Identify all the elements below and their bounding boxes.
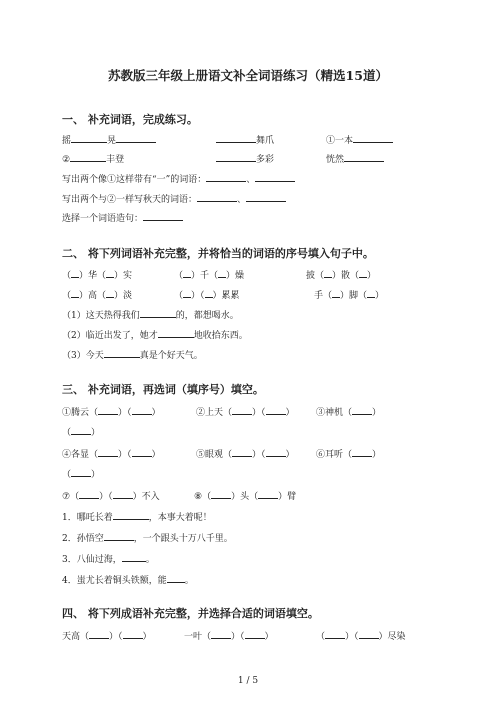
s3-row3 <box>62 489 160 503</box>
text: ①腾云（ <box>62 408 99 418</box>
text: 3．八仙过海， <box>62 555 122 565</box>
s1-row2-right <box>326 152 384 166</box>
s1-row1 <box>62 133 156 147</box>
s3-row3-right <box>194 489 296 503</box>
blank[interactable] <box>353 133 393 143</box>
text: 选择一个词语造句： <box>62 214 144 224</box>
text: （2）临近出发了，她才 <box>62 331 158 341</box>
text: ①一本 <box>326 136 354 146</box>
s2-row1-c <box>306 268 376 282</box>
s2-q3 <box>62 348 203 362</box>
s3-row1 <box>62 405 161 419</box>
blank[interactable] <box>211 489 231 499</box>
s2-q2 <box>62 328 248 342</box>
text: 的，都想喝水。 <box>175 311 239 321</box>
text: （ <box>316 632 326 642</box>
text: 摇 <box>62 136 72 146</box>
text: ） <box>285 408 295 418</box>
blank[interactable] <box>132 447 152 457</box>
s3-q3 <box>62 552 155 566</box>
blank[interactable] <box>205 288 213 298</box>
text: 4．蚩尤长着铜头铁额，能 <box>62 576 167 586</box>
blank[interactable] <box>79 489 99 499</box>
s3-q2 <box>62 531 233 545</box>
text: （ <box>174 291 184 301</box>
text: ）（ <box>109 632 123 642</box>
text: 一叶（ <box>184 632 212 642</box>
text: ） <box>285 450 295 460</box>
page-number: 1 / 5 <box>237 676 259 686</box>
text: 2．孙悟空 <box>62 534 104 544</box>
blank[interactable] <box>352 405 372 415</box>
blank[interactable] <box>98 405 118 415</box>
blank[interactable] <box>132 405 152 415</box>
text: （1）这天热得我们 <box>62 311 140 321</box>
text: ）华（ <box>79 271 107 281</box>
text: 丰登 <box>106 155 125 165</box>
text: ）头（ <box>231 492 259 502</box>
text: ）不入 <box>132 492 160 502</box>
s1-line5 <box>62 211 183 225</box>
blank[interactable] <box>140 308 176 318</box>
text: ） <box>142 632 152 642</box>
s4-row1-b <box>184 629 274 643</box>
s2-q1 <box>62 308 239 322</box>
text: 真是个好天气。 <box>139 351 203 361</box>
blank[interactable] <box>123 629 143 639</box>
text: 披（ <box>306 271 325 281</box>
blank[interactable] <box>98 447 118 457</box>
text: （ <box>62 291 72 301</box>
text: 写出两个像①这样带有“一”的词语： <box>62 175 207 185</box>
s4-row1-a <box>62 629 152 643</box>
text: 天高（ <box>62 632 90 642</box>
section-4-heading: 四、 将下列成语补充完整，并选择合适的词语填空。 <box>62 607 319 620</box>
blank[interactable] <box>71 268 79 278</box>
blank[interactable] <box>106 268 114 278</box>
text: 写出两个与②一样写秋天的词语： <box>62 195 198 205</box>
text: （3）今天 <box>62 351 104 361</box>
section-3-heading: 三、 补充词语，再选词（填序号）填空。 <box>62 383 264 396</box>
text: 1．哪吒长着 <box>62 513 113 523</box>
s3-row2-mid <box>196 447 295 461</box>
blank[interactable] <box>332 288 340 298</box>
text: （ <box>62 428 72 438</box>
s2-row2-c <box>314 288 384 302</box>
blank[interactable] <box>113 510 149 520</box>
text: ）脚（ <box>340 291 368 301</box>
blank[interactable] <box>183 288 191 298</box>
s2-row2-a <box>62 288 132 302</box>
text: ） <box>372 450 382 460</box>
text: （ <box>174 271 184 281</box>
s3-row2-wrap <box>62 467 100 481</box>
s1-row2-mid <box>216 152 274 166</box>
blank[interactable] <box>352 447 372 457</box>
text: 。 <box>145 555 155 565</box>
blank[interactable] <box>143 211 183 221</box>
text: ）高（ <box>79 291 107 301</box>
blank[interactable] <box>71 467 91 477</box>
text: （ <box>62 470 72 480</box>
text: ） <box>151 450 161 460</box>
text: ）淡 <box>114 291 133 301</box>
blank[interactable] <box>104 531 134 541</box>
blank[interactable] <box>211 629 231 639</box>
blank[interactable] <box>104 348 140 358</box>
blank[interactable] <box>218 268 226 278</box>
text: ） <box>367 271 377 281</box>
text: ） <box>264 632 274 642</box>
blank[interactable] <box>206 172 246 182</box>
blank[interactable] <box>70 152 106 162</box>
blank[interactable] <box>258 489 278 499</box>
text: ④各显（ <box>62 450 99 460</box>
text: ②上天（ <box>196 408 233 418</box>
blank[interactable] <box>71 133 107 143</box>
blank[interactable] <box>122 552 146 562</box>
blank[interactable] <box>246 192 286 202</box>
text: ⑧（ <box>194 492 212 502</box>
text: 晃 <box>107 136 117 146</box>
s2-row2-b <box>174 288 240 302</box>
text: ）（ <box>345 632 359 642</box>
text: ）（ <box>118 450 132 460</box>
text: 、 <box>246 175 256 185</box>
text: ）（ <box>118 408 132 418</box>
text: 。 <box>184 576 194 586</box>
text: ② <box>62 155 71 165</box>
blank[interactable] <box>216 133 256 143</box>
text: ） <box>151 408 161 418</box>
text: ）燥 <box>226 271 245 281</box>
text: ⑦（ <box>62 492 80 502</box>
s1-line4 <box>62 192 286 206</box>
s3-row1-right <box>316 405 381 419</box>
s3-q4 <box>62 573 194 587</box>
text: ，一个跟头十万八千里。 <box>133 534 233 544</box>
blank[interactable] <box>89 629 109 639</box>
text: 地收拾东西。 <box>193 331 248 341</box>
text: ）（ <box>191 291 205 301</box>
text: ）尽染 <box>378 632 406 642</box>
blank[interactable] <box>232 405 252 415</box>
blank[interactable] <box>245 629 265 639</box>
blank[interactable] <box>197 192 237 202</box>
blank[interactable] <box>344 152 384 162</box>
s4-row1-c <box>316 629 406 643</box>
blank[interactable] <box>106 288 114 298</box>
s3-q1 <box>62 510 212 524</box>
text: 恍然 <box>326 155 345 165</box>
blank[interactable] <box>367 288 375 298</box>
s3-row2 <box>62 447 161 461</box>
text: ）实 <box>114 271 133 281</box>
text: 多彩 <box>256 155 275 165</box>
blank[interactable] <box>359 268 367 278</box>
text: （ <box>62 271 72 281</box>
section-2-heading: 二、 将下列词语补充完整，并将恰当的词语的序号填入句子中。 <box>62 247 374 260</box>
section-1-heading: 一、 补充词语，完成练习。 <box>62 113 198 126</box>
text: ） <box>375 291 385 301</box>
blank[interactable] <box>183 268 191 278</box>
s1-line3 <box>62 172 295 186</box>
blank[interactable] <box>116 133 156 143</box>
text: ）累累 <box>212 291 240 301</box>
blank[interactable] <box>216 152 256 162</box>
text: ⑥耳听（ <box>316 450 353 460</box>
blank[interactable] <box>266 405 286 415</box>
text: ）千（ <box>191 271 219 281</box>
blank[interactable] <box>113 489 133 499</box>
blank[interactable] <box>167 573 185 583</box>
blank[interactable] <box>325 629 345 639</box>
blank[interactable] <box>324 268 332 278</box>
blank[interactable] <box>266 447 286 457</box>
text: ）臂 <box>278 492 297 502</box>
text: ） <box>91 470 101 480</box>
blank[interactable] <box>232 447 252 457</box>
s1-row1-mid <box>216 133 274 147</box>
s3-row1-mid <box>196 405 295 419</box>
text: ⑤眼观（ <box>196 450 233 460</box>
blank[interactable] <box>71 425 91 435</box>
text: ，本事大着呢！ <box>148 513 212 523</box>
blank[interactable] <box>158 328 194 338</box>
text: 舞爪 <box>256 136 275 146</box>
text: ） <box>372 408 382 418</box>
s1-row2 <box>62 152 124 166</box>
text: ）（ <box>99 492 113 502</box>
s3-row2-right <box>316 447 381 461</box>
blank[interactable] <box>71 288 79 298</box>
text: ） <box>91 428 101 438</box>
text: ）散（ <box>332 271 360 281</box>
text: ）（ <box>231 632 245 642</box>
text: ③神机（ <box>316 408 353 418</box>
text: 手（ <box>314 291 333 301</box>
text: ）（ <box>252 450 266 460</box>
blank[interactable] <box>359 629 379 639</box>
s1-row1-right <box>326 133 393 147</box>
text: ）（ <box>252 408 266 418</box>
s3-row1-wrap <box>62 425 100 439</box>
text: 、 <box>237 195 247 205</box>
blank[interactable] <box>255 172 295 182</box>
s2-row1-b <box>174 268 244 282</box>
page-title: 苏教版三年级上册语文补全词语练习（精选15道） <box>108 68 388 83</box>
s2-row1-a <box>62 268 132 282</box>
